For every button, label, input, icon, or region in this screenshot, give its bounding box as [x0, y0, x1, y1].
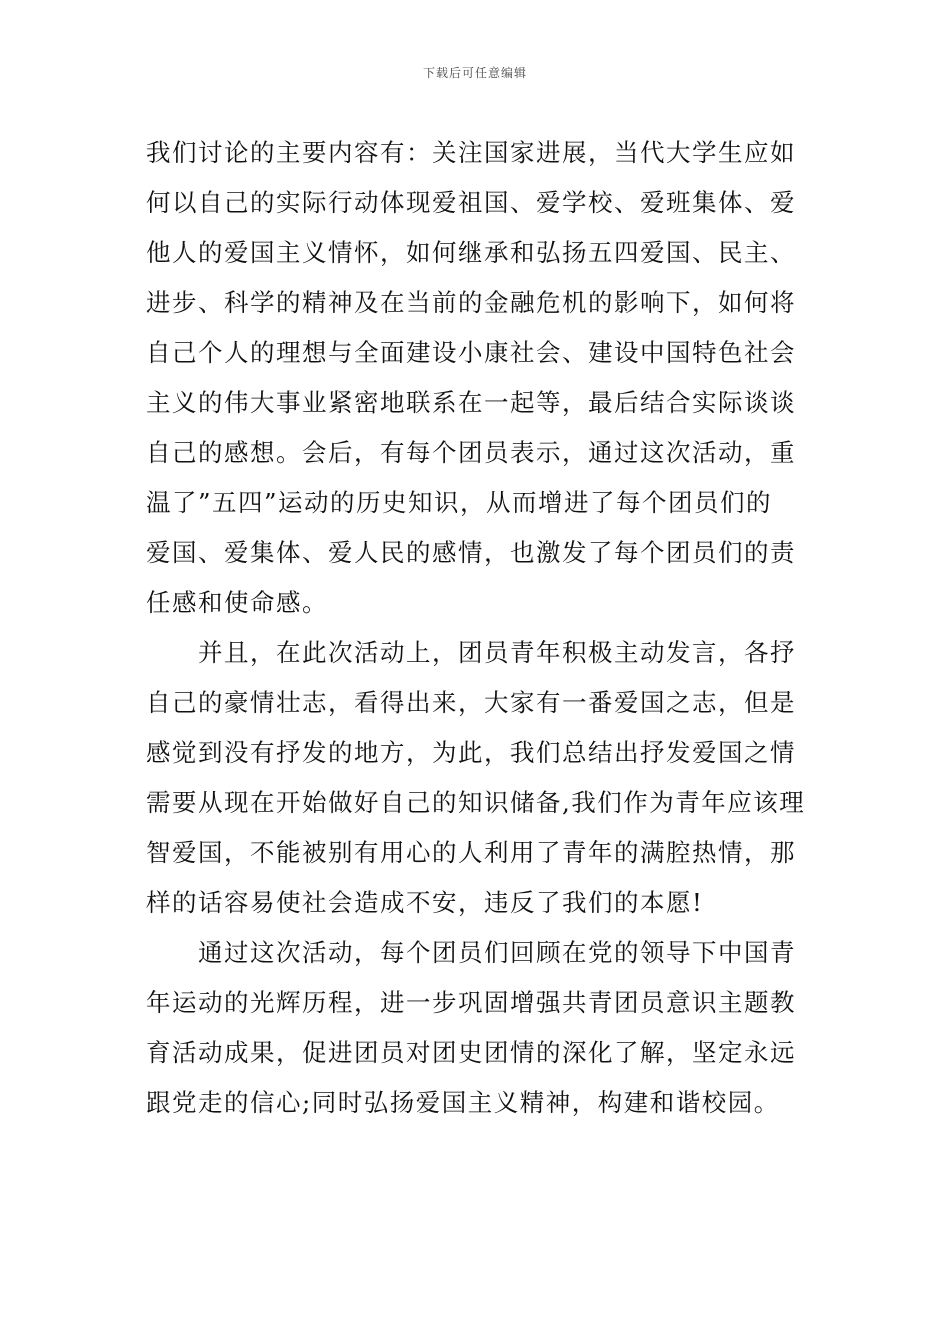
paragraph-1-line-8: 温了”五四”运动的历史知识，从而增进了每个团员们的: [146, 488, 773, 517]
paragraph-1-line-1: 我们讨论的主要内容有：关注国家进展，当代大学生应如: [146, 138, 796, 167]
paragraph-3-line-1: 通过这次活动，每个团员们回顾在党的领导下中国青: [198, 938, 796, 967]
body-text: [146, 128, 806, 1128]
paragraph-2-line-4: 需要从现在开始做好自己的知识储备,我们作为青年应该理: [146, 788, 806, 817]
paragraph-1-line-10: 任感和使命感。: [146, 588, 328, 617]
paragraph-3-line-4: 跟党走的信心;同时弘扬爱国主义精神，构建和谐校园。: [146, 1088, 780, 1117]
paragraph-2-line-1: 并且，在此次活动上，团员青年积极主动发言，各抒: [198, 638, 796, 667]
paragraph-3-line-3: 育活动成果，促进团员对团史团情的深化了解，坚定永远: [146, 1038, 796, 1067]
header-note: 下载后可任意编辑: [422, 66, 527, 80]
paragraph-2-line-3: 感觉到没有抒发的地方，为此，我们总结出抒发爱国之情: [146, 738, 796, 767]
paragraph-1-line-2: 何以自己的实际行动体现爱祖国、爱学校、爱班集体、爱: [146, 188, 796, 217]
paragraph-2-line-6: 样的话容易使社会造成不安，违反了我们的本愿!: [146, 888, 704, 917]
paragraph-1-line-3: 他人的爱国主义情怀，如何继承和弘扬五四爱国、民主、: [146, 238, 796, 267]
paragraph-2-line-5: 智爱国，不能被别有用心的人利用了青年的满腔热情，那: [146, 838, 796, 867]
paragraph-1-line-4: 进步、科学的精神及在当前的金融危机的影响下，如何将: [146, 288, 796, 317]
paragraph-1-line-9: 爱国、爱集体、爱人民的感情，也激发了每个团员们的责: [146, 538, 796, 567]
paragraph-3-line-2: 年运动的光辉历程，进一步巩固增强共青团员意识主题教: [146, 988, 796, 1017]
paragraph-1-line-6: 主义的伟大事业紧密地联系在一起等，最后结合实际谈谈: [146, 388, 796, 417]
paragraph-1-line-5: 自己个人的理想与全面建设小康社会、建设中国特色社会: [146, 338, 796, 367]
paragraph-1-line-7: 自己的感想。会后，有每个团员表示，通过这次活动，重: [146, 438, 796, 467]
paragraph-2-line-2: 自己的豪情壮志，看得出来，大家有一番爱国之志，但是: [146, 688, 796, 717]
